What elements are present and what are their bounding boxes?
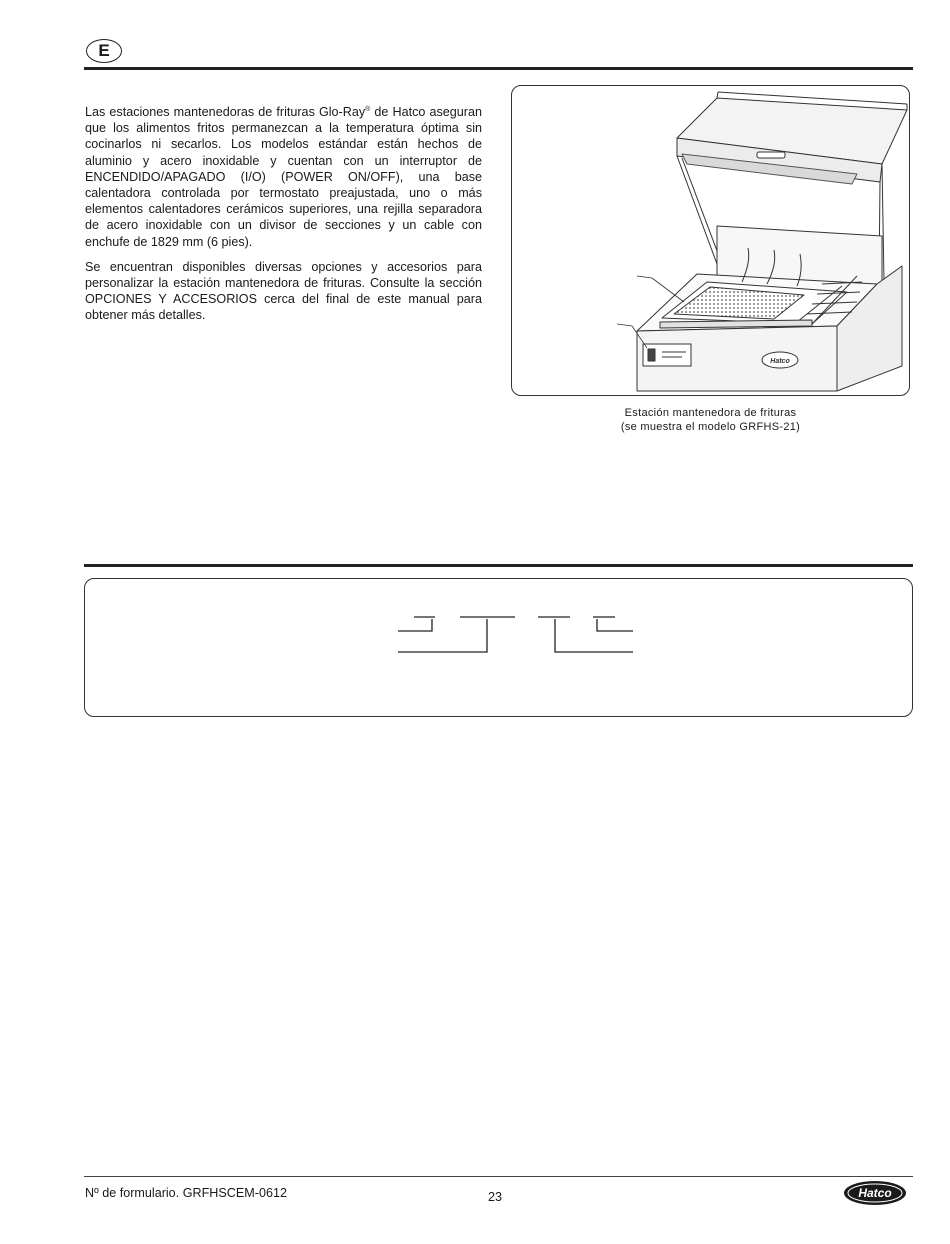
model-designation-diagram [85,579,914,718]
figure-caption [511,406,910,434]
figure-caption-line-1: Estación mantenedora de frituras [624,407,797,419]
language-badge: E [86,39,122,63]
model-designation-box [84,578,913,717]
product-figure [511,85,910,396]
figure-caption-line-2: (se muestra el modelo GRFHS-21) [620,421,801,433]
figure-brand-label: Hatco [770,358,790,365]
intro-paragraph-1: Las estaciones mantenedoras de frituras Glo-Ray® de Hatco aseguran que los alimentos fritos permanezcan a la temperatura óptima sin cocinarlos ni secarlos. Los modelos estándar están hechos de aluminio y acero inoxidable y cuentan con un interruptor de ENCENDIDO/APAGADO (I/O) (POWER ON/OFF), una base calentadora controlada por termostato preajustada, uno o más elementos calentadores cerámicos superiores, una rejilla separadora de acero inoxidable con un divisor de secciones y un cable con enchufe de 1829 mm (6 pies). [85,105,482,249]
form-number: Nº de formulario. GRFHSCEM-0612 [85,1186,287,1200]
section-rule [84,564,913,567]
hatco-logo [842,1178,908,1213]
intro-paragraph-2: Se encuentran disponibles diversas opciones y accesorios para personalizar la estación mantenedora de frituras. Consulte la sección OPCIONES Y ACCESORIOS cerca del final de este manual para obtener más detalles. [85,259,482,323]
header-rule [84,67,913,70]
intro-text [85,104,482,333]
hatco-logo-text: Hatco [858,1186,892,1200]
footer-rule [84,1176,913,1177]
page-number: 23 [487,1190,502,1204]
fry-station-illustration [512,86,911,397]
registered-mark: ® [365,106,371,113]
